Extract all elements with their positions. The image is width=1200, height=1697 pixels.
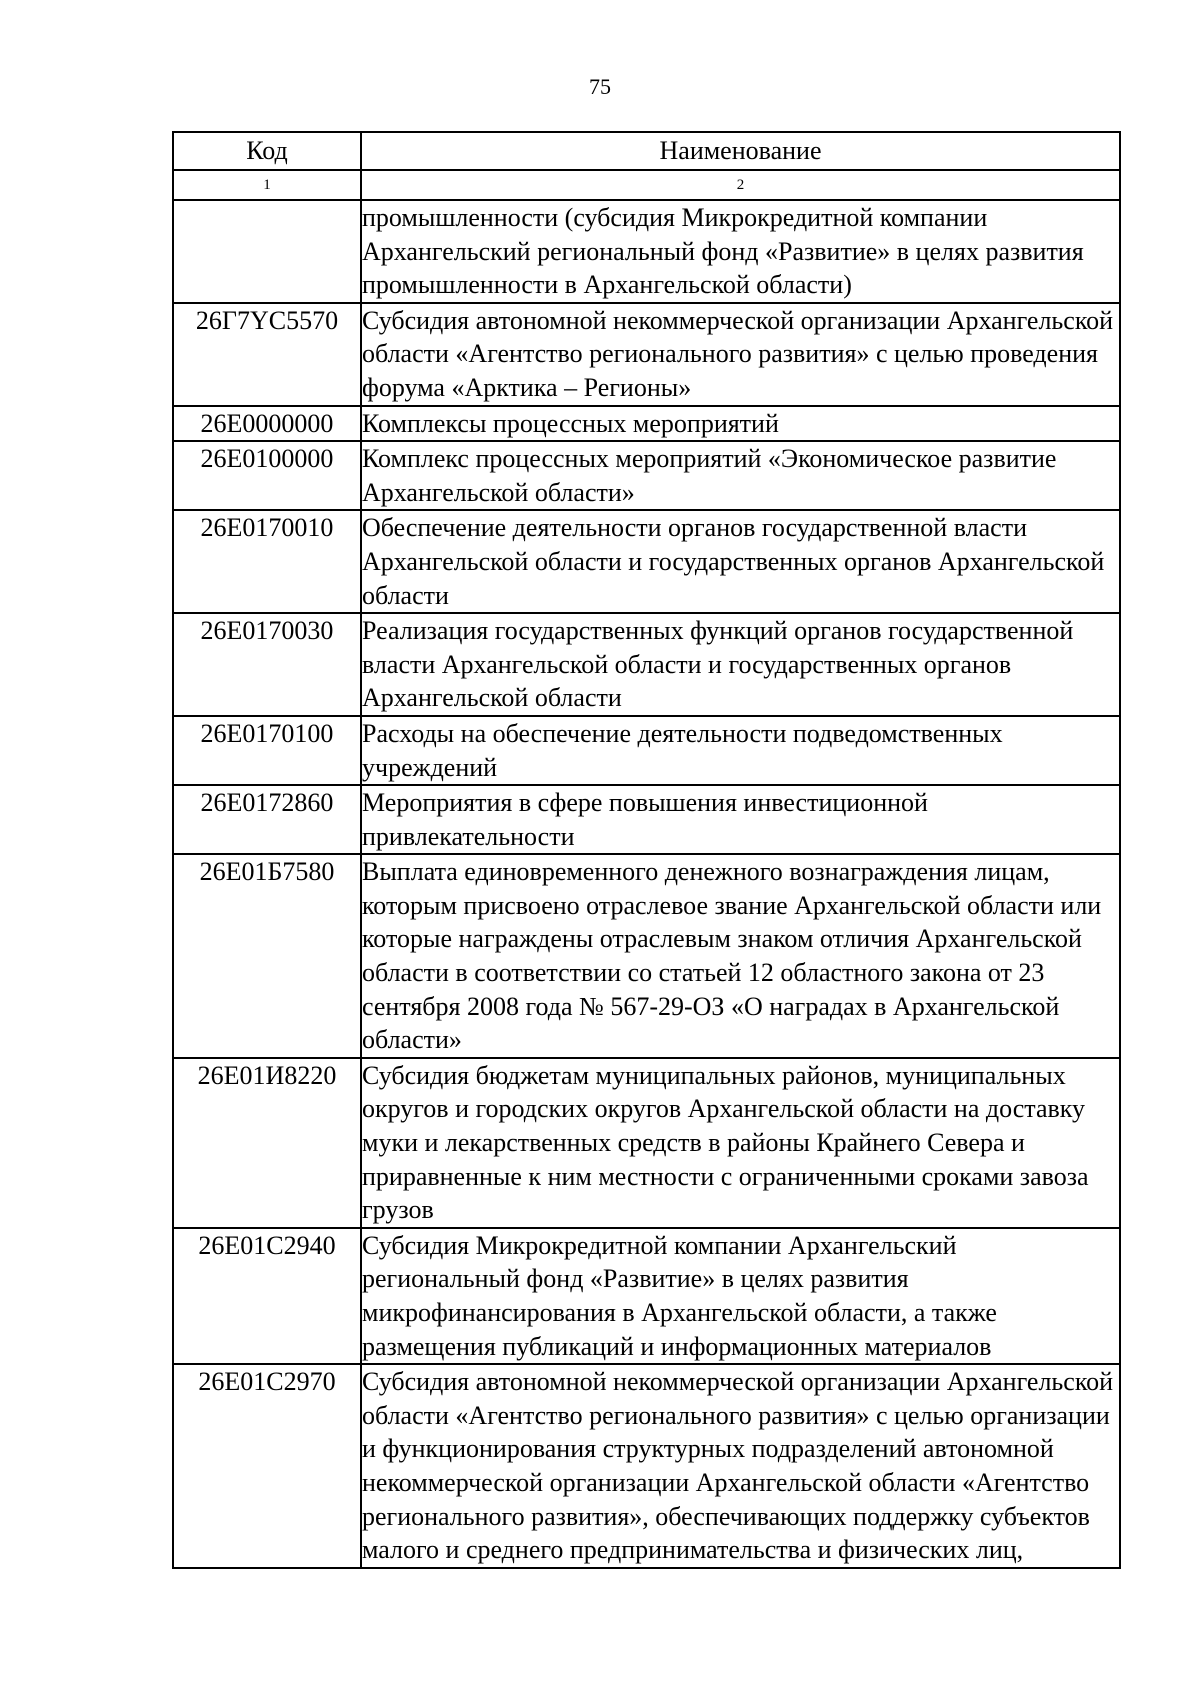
table-row — [173, 1228, 1120, 1364]
column-number-row — [173, 170, 1120, 200]
row-name: Комплексы процессных мероприятий — [361, 406, 1120, 442]
row-code: 26E01C2940 — [173, 1228, 361, 1364]
table-row — [173, 510, 1120, 613]
row-name: Субсидия Микрокредитной компании Архангельский региональный фонд «Развитие» в целях развития микрофинансирования в Архангельской области, а также размещения публикаций и информационных материалов — [361, 1228, 1120, 1364]
row-name: Реализация государственных функций органов государственной власти Архангельской области и государственных органов Архангельской области — [361, 613, 1120, 716]
row-name: промышленности (субсидия Микрокредитной компании Архангельский региональный фонд «Развитие» в целях развития промышленности в Архангельской области) — [361, 200, 1120, 303]
table-row — [173, 200, 1120, 303]
row-name: Обеспечение деятельности органов государственной власти Архангельской области и государственных органов Архангельской области — [361, 510, 1120, 613]
header-name: Наименование — [361, 132, 1120, 170]
row-code: 26E0172860 — [173, 785, 361, 854]
table-row — [173, 613, 1120, 716]
classification-table — [172, 131, 1121, 1569]
table-row — [173, 441, 1120, 510]
row-code: 26E0170100 — [173, 716, 361, 785]
table-row — [173, 785, 1120, 854]
row-name: Субсидия автономной некоммерческой организации Архангельской области «Агентство регионального развития» с целью проведения форума «Арктика – Регионы» — [361, 303, 1120, 406]
table-row — [173, 1058, 1120, 1228]
row-code: 26E0170030 — [173, 613, 361, 716]
table-row — [173, 854, 1120, 1058]
row-code — [173, 200, 361, 303]
row-name: Субсидия автономной некоммерческой организации Архангельской области «Агентство регионального развития» с целью организации и функционирования структурных подразделений автономной некоммерческой организации Архангельской области «Агентство регионального развития», обеспечивающих поддержку субъектов малого и среднего предпринимательства и физических лиц, — [361, 1364, 1120, 1568]
column-number-name: 2 — [361, 170, 1120, 200]
row-code: 26Г7YC5570 — [173, 303, 361, 406]
row-code: 26E0170010 — [173, 510, 361, 613]
header-code: Код — [173, 132, 361, 170]
row-code: 26E0100000 — [173, 441, 361, 510]
table-header-row — [173, 132, 1120, 170]
row-name: Субсидия бюджетам муниципальных районов, муниципальных округов и городских округов Архангельской области на доставку муки и лекарственных средств в районы Крайнего Севера и приравненные к ним местности с ограниченными сроками завоза грузов — [361, 1058, 1120, 1228]
table-row — [173, 406, 1120, 442]
table-row — [173, 1364, 1120, 1568]
row-code: 26E01И8220 — [173, 1058, 361, 1228]
table-row — [173, 716, 1120, 785]
page-number: 75 — [589, 74, 611, 99]
column-number-code: 1 — [173, 170, 361, 200]
row-name: Мероприятия в сфере повышения инвестиционной привлекательности — [361, 785, 1120, 854]
row-name: Расходы на обеспечение деятельности подведомственных учреждений — [361, 716, 1120, 785]
row-name: Комплекс процессных мероприятий «Экономическое развитие Архангельской области» — [361, 441, 1120, 510]
row-code: 26E01Б7580 — [173, 854, 361, 1058]
row-name: Выплата единовременного денежного вознаграждения лицам, которым присвоено отраслевое звание Архангельской области или которые награждены отраслевым знаком отличия Архангельской области в соответствии со статьей 12 областного закона от 23 сентября 2008 года № 567-29-ОЗ «О наградах в Архангельской области» — [361, 854, 1120, 1058]
row-code: 26E0000000 — [173, 406, 361, 442]
row-code: 26E01C2970 — [173, 1364, 361, 1568]
table-row — [173, 303, 1120, 406]
